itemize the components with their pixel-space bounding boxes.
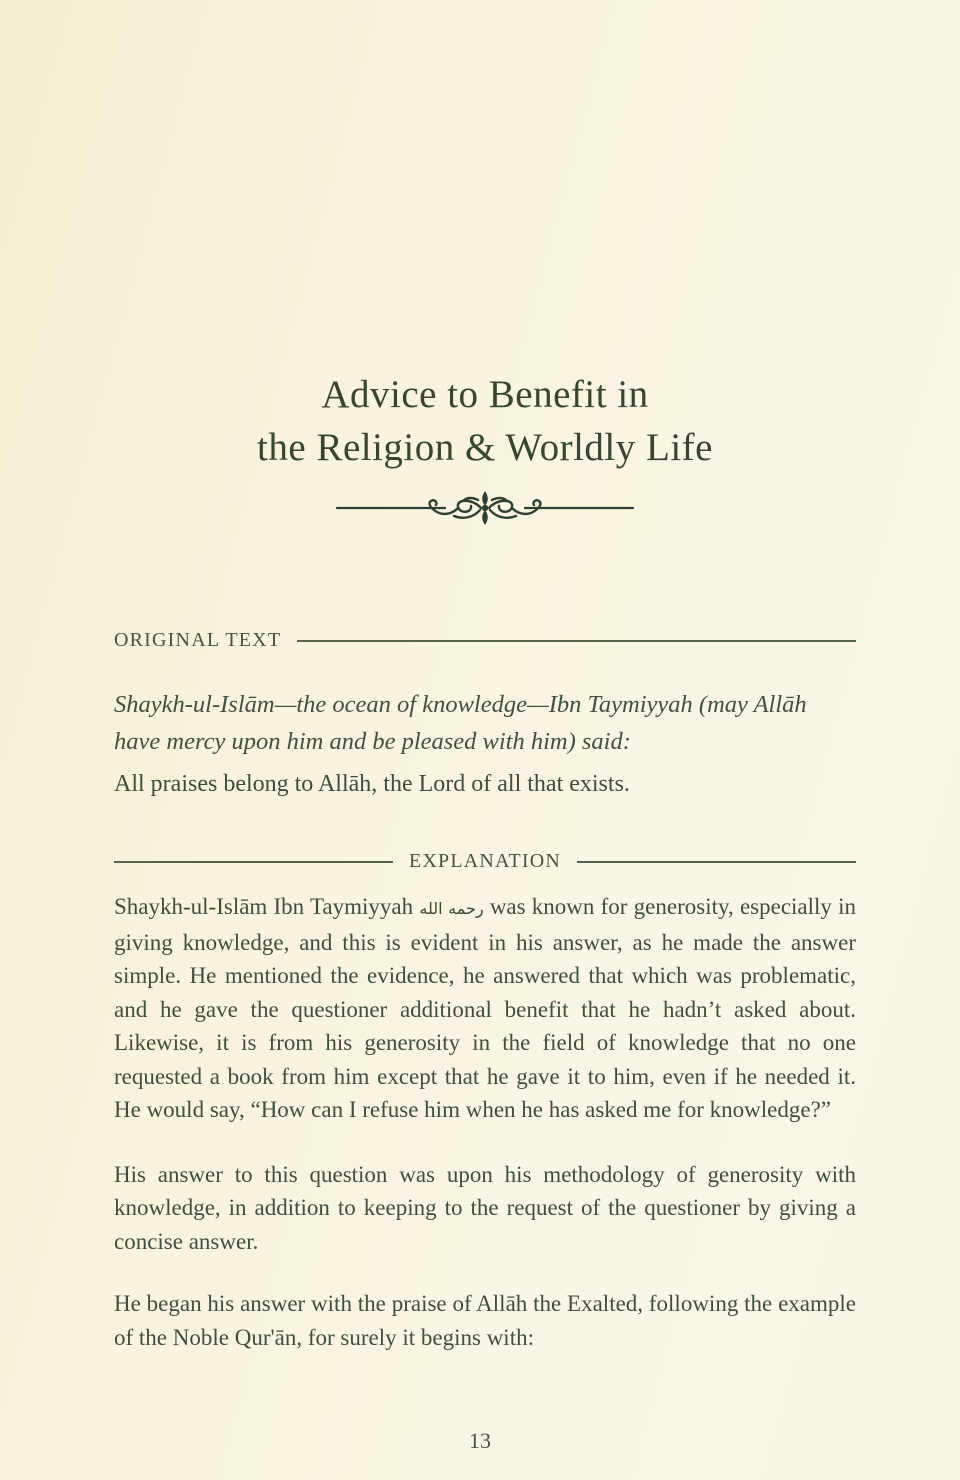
page-number: 13 <box>469 1428 491 1453</box>
explanation-paragraph-2: His answer to this question was upon his methodology of generosity with knowledge, in addition to keeping to the request of the questioner by giving a concise answer. <box>114 1161 856 1254</box>
original-text-quote-regular: All praises belong to Allāh, the Lord of all that exists. <box>114 771 630 797</box>
explanation-heading-rule-right <box>577 861 856 863</box>
original-text-heading: ORIGINAL TEXT <box>114 629 282 651</box>
explanation-heading: EXPLANATION <box>408 850 562 872</box>
floral-ornament-divider <box>335 486 635 530</box>
explanation-paragraph-1-body: was known for generosity, especially in giving knowledge, and this is evident in his answer, as he made the answer simple. He mentioned the evidence, he answered that which was problematic, and he gave the questioner additional benefit that he hadn’t asked about. Likewise, it is from his generosity in the field of knowledge that no one requested a book from him except that he gave it to him, even if he needed it. He would say, “How can I refuse him when he has asked me for knowledge?” <box>114 894 857 1122</box>
explanation-paragraph-1 <box>114 890 856 1127</box>
explanation-heading-rule-left <box>114 861 393 863</box>
page-title-line-1: Advice to Benefit in <box>321 373 649 416</box>
explanation-paragraph-3: He began his answer with the praise of Allāh the Exalted, following the example of the Noble Qur'ān, for surely it begins with: <box>114 1291 856 1350</box>
explanation-heading-row <box>114 850 856 873</box>
page-title-line-2: the Religion & Worldly Life <box>257 426 713 469</box>
page-title <box>114 0 856 474</box>
original-text-heading-row <box>114 629 856 652</box>
honorific-calligraphy: رحمه الله <box>419 899 484 918</box>
original-text-heading-rule <box>297 640 856 642</box>
original-text-quote-italic: Shaykh-ul-Islām—the ocean of knowledge—Ibn Taymiyyah (may Allāh have mercy upon him and be pleased with him) said: <box>114 691 807 755</box>
explanation-paragraph-1-lead: Shaykh-ul-Islām Ibn Taymiyyah <box>114 894 414 919</box>
